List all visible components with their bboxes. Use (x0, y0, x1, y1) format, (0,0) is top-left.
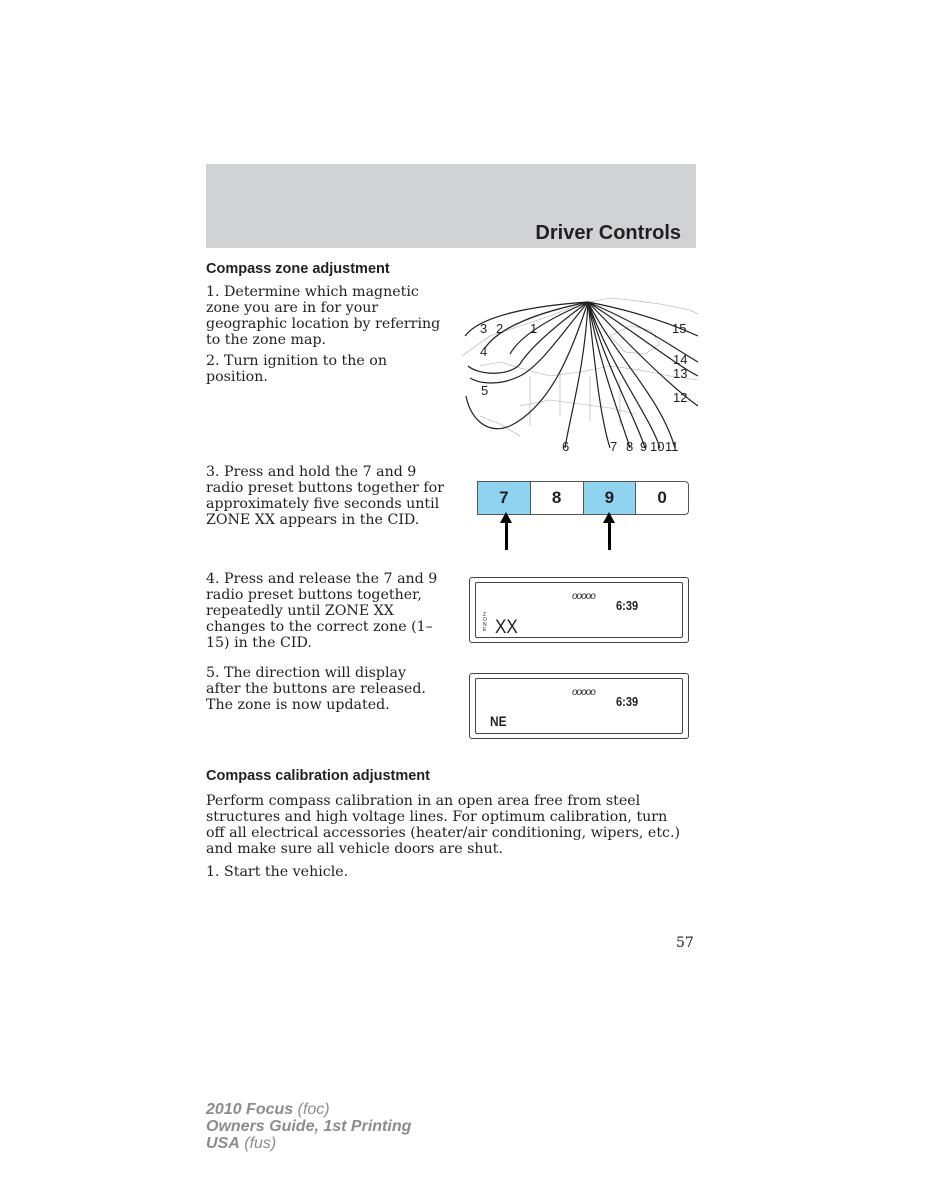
footer-model-code: (foc) (297, 1101, 330, 1118)
cid-display-direction (469, 673, 689, 739)
calibration-intro: Perform compass calibration in an open area free from steel structures and high voltage lines. For optimum calibration, turn off all electrical accessories (heater/air conditioning, wipers, etc.) and make sure all vehicle doors are shut. (206, 793, 681, 857)
footer-market: USA (206, 1135, 240, 1152)
preset-button-8[interactable]: 8 (531, 482, 584, 514)
zone-label-9: 9 (640, 439, 648, 454)
zone-label-4: 4 (480, 344, 488, 359)
zone-label-12: 12 (673, 390, 688, 405)
zone-label-14: 14 (673, 352, 688, 367)
preset-button-9[interactable]: 9 (584, 482, 637, 514)
zone-label-6: 6 (562, 439, 570, 454)
zone-label-2: 2 (496, 321, 504, 336)
zone-step-2: 2. Turn ignition to the on position. (206, 353, 387, 385)
zone-map (460, 296, 698, 456)
calibration-heading: Compass calibration adjustment (206, 768, 430, 784)
cid-indicator: ooooo (572, 687, 595, 698)
zone-step-1: 1. Determine which magnetic zone you are in for your geographic location by referring to the zone map. (206, 284, 441, 348)
zone-label-5: 5 (481, 383, 489, 398)
arrow-up-icon (501, 512, 511, 550)
calibration-step-1: 1. Start the vehicle. (206, 864, 349, 880)
footer-guide: Owners Guide, 1st Printing (206, 1118, 412, 1135)
zone-label-7: 7 (610, 439, 618, 454)
zone-label-3: 3 (480, 321, 488, 336)
cid-indicator: ooooo (572, 591, 595, 602)
header-band (206, 164, 696, 248)
cid-clock: 6:39 (616, 598, 639, 613)
zone-heading: Compass zone adjustment (206, 261, 390, 277)
zone-step-4: 4. Press and release the 7 and 9 radio preset buttons together, repeatedly until ZONE XX changes to the correct zone (1–15) in the CID. (206, 571, 438, 651)
page-number: 57 (676, 935, 694, 951)
zone-step-5: 5. The direction will display after the buttons are released. The zone is now updated. (206, 665, 426, 713)
cid-clock: 6:39 (616, 694, 639, 709)
footer-market-code: (fus) (244, 1135, 277, 1152)
arrow-up-icon (604, 512, 614, 550)
zone-step-3: 3. Press and hold the 7 and 9 radio preset buttons together for approximately five seconds until ZONE XX appears in the CID. (206, 464, 444, 528)
zone-label-13: 13 (673, 366, 688, 381)
footer-model: 2010 Focus (206, 1101, 294, 1118)
preset-button-7[interactable]: 7 (478, 482, 531, 514)
zone-label-11: 11 (665, 439, 679, 454)
radio-preset-buttons (477, 481, 689, 515)
cid-display-zone (469, 577, 689, 643)
page-section-title: Driver Controls (535, 222, 681, 244)
zone-label-8: 8 (626, 439, 634, 454)
cid-direction: NE (490, 713, 507, 729)
zone-label-10: 10 (650, 439, 665, 454)
zone-label-15: 15 (672, 321, 687, 336)
footer (206, 1101, 411, 1152)
zone-label-1: 1 (530, 321, 538, 336)
cid-zone-caption: Z O N E (483, 612, 487, 633)
cid-zone-value: XX (495, 617, 518, 638)
preset-button-0[interactable]: 0 (657, 488, 667, 507)
